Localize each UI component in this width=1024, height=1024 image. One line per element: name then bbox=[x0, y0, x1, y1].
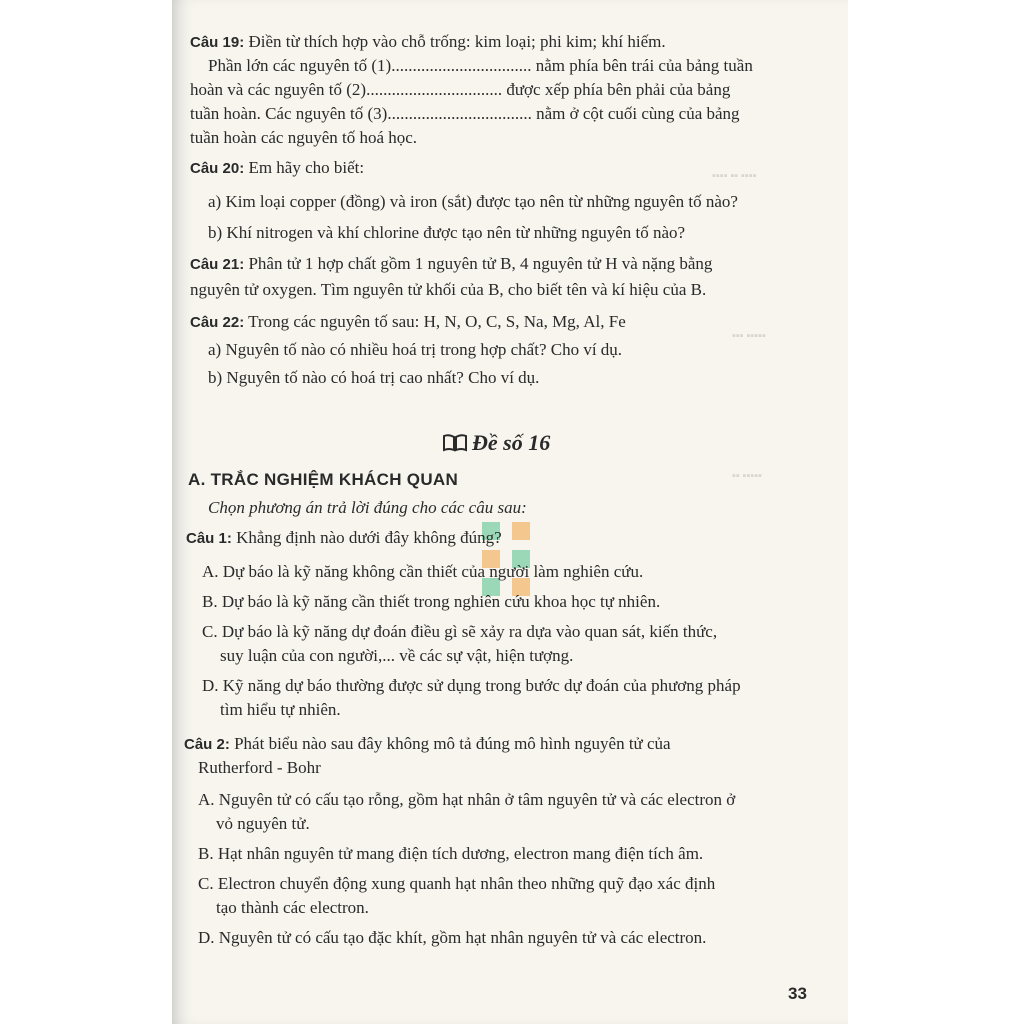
instruction-text: Chọn phương án trả lời đúng cho các câu sau: bbox=[208, 498, 527, 517]
q22-option-a: a) Nguyên tố nào có nhiều hoá trị trong hợp chất? Cho ví dụ. bbox=[208, 340, 623, 359]
c1-option-d-2: tìm hiểu tự nhiên. bbox=[220, 700, 341, 719]
c1-text: Khẳng định nào dưới đây không đúng? bbox=[231, 528, 502, 547]
q21-label: Câu 21: bbox=[190, 256, 245, 273]
c1-option-a: A. Dự báo là kỹ năng không cần thiết của người làm nghiên cứu. bbox=[202, 562, 644, 581]
q21-line-2: nguyên tử oxygen. Tìm nguyên tử khối của B, cho biết tên và kí hiệu của B. bbox=[190, 280, 707, 299]
c1-label: Câu 1: bbox=[186, 530, 232, 547]
section-a-heading: A. TRẮC NGHIỆM KHÁCH QUAN bbox=[188, 470, 459, 489]
q19-line bbox=[190, 32, 666, 53]
c2-text: Phát biểu nào sau đây không mô tả đúng mô hình nguyên tử của bbox=[229, 734, 671, 753]
open-book-icon bbox=[442, 433, 468, 453]
q20-text: Em hãy cho biết: bbox=[244, 158, 365, 177]
exam-title-text: Đề số 16 bbox=[472, 430, 551, 455]
show-through-text: ▪▪▪ ▪▪▪▪▪ bbox=[732, 330, 766, 342]
c1-option-c-1: C. Dự báo là kỹ năng dự đoán điều gì sẽ xảy ra dựa vào quan sát, kiến thức, bbox=[202, 622, 718, 641]
q20-option-a: a) Kim loại copper (đồng) và iron (sắt) được tạo nên từ những nguyên tố nào? bbox=[208, 192, 738, 211]
q20-label: Câu 20: bbox=[190, 160, 245, 177]
c1-option-c-2: suy luận của con người,... về các sự vật, hiện tượng. bbox=[220, 646, 574, 665]
q19-text: Điền từ thích hợp vào chỗ trống: kim loại; phi kim; khí hiếm. bbox=[244, 32, 666, 51]
c2-option-c-2: tạo thành các electron. bbox=[216, 898, 369, 917]
c2-option-d: D. Nguyên tử có cấu tạo đặc khít, gồm hạt nhân nguyên tử và các electron. bbox=[198, 928, 707, 947]
q20-line bbox=[190, 158, 364, 179]
c1-option-b: B. Dự báo là kỹ năng cần thiết trong nghiên cứu khoa học tự nhiên. bbox=[202, 592, 661, 611]
q22-line bbox=[190, 312, 626, 333]
q19-line-4: tuần hoàn các nguyên tố hoá học. bbox=[190, 128, 418, 147]
exam-title bbox=[442, 430, 550, 456]
watermark-tile bbox=[512, 522, 530, 540]
q19-line-2: hoàn và các nguyên tố (2)................................ được xếp phía bên phải của bảng bbox=[190, 80, 731, 99]
q22-option-b: b) Nguyên tố nào có hoá trị cao nhất? Cho ví dụ. bbox=[208, 368, 540, 387]
page-number: 33 bbox=[788, 984, 807, 1003]
q21-text: Phân tử 1 hợp chất gồm 1 nguyên tử B, 4 nguyên tử H và nặng bằng bbox=[244, 254, 713, 273]
q19-line-3: tuần hoàn. Các nguyên tố (3).................................. nằm ở cột cuối cùng của bảng bbox=[190, 104, 740, 123]
c2-option-c-1: C. Electron chuyển động xung quanh hạt nhân theo những quỹ đạo xác định bbox=[198, 874, 716, 893]
c1-line bbox=[186, 528, 502, 549]
book-page bbox=[172, 0, 848, 1024]
show-through-text: ▪▪▪▪ ▪▪ ▪▪▪▪ bbox=[712, 170, 757, 182]
q22-text: Trong các nguyên tố sau: H, N, O, C, S, Na, Mg, Al, Fe bbox=[244, 312, 626, 331]
c2-line-2: Rutherford - Bohr bbox=[198, 758, 321, 777]
q19-line-1: Phần lớn các nguyên tố (1)................................. nằm phía bên trái của bảng tuần bbox=[208, 56, 753, 75]
c1-option-d-1: D. Kỹ năng dự báo thường được sử dụng trong bước dự đoán của phương pháp bbox=[202, 676, 741, 695]
q22-label: Câu 22: bbox=[190, 314, 245, 331]
c2-option-b: B. Hạt nhân nguyên tử mang điện tích dương, electron mang điện tích âm. bbox=[198, 844, 704, 863]
c2-label: Câu 2: bbox=[184, 736, 230, 753]
q20-option-b: b) Khí nitrogen và khí chlorine được tạo nên từ những nguyên tố nào? bbox=[208, 223, 686, 242]
show-through-text: ▪▪ ▪▪▪▪▪ bbox=[732, 470, 763, 482]
c2-option-a-2: vỏ nguyên tử. bbox=[216, 814, 310, 833]
q19-label: Câu 19: bbox=[190, 34, 245, 51]
q21-line bbox=[190, 254, 712, 275]
c2-line bbox=[184, 734, 671, 755]
c2-option-a-1: A. Nguyên tử có cấu tạo rỗng, gồm hạt nhân ở tâm nguyên tử và các electron ở bbox=[198, 790, 736, 809]
